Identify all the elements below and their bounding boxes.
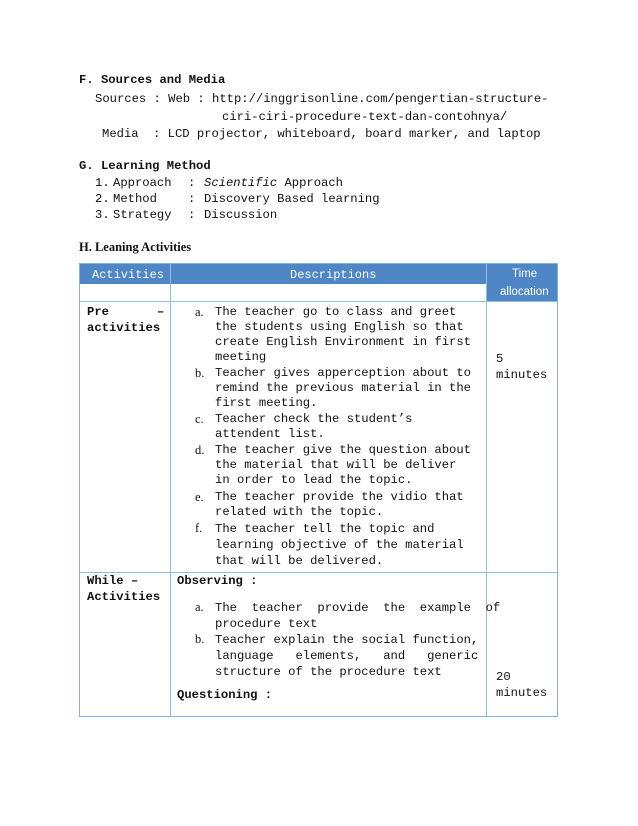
column-divider — [170, 264, 171, 716]
list-item-text: The teacher go to class and greet the students using English so that create English Environment in first meeting — [215, 305, 471, 364]
pre-activities-label-line2: activities — [87, 321, 161, 335]
list-item-text: The teacher tell the topic and learning objective of the material that will be delivered. — [215, 522, 464, 568]
list-marker: d. — [195, 443, 205, 457]
header-allocation: allocation — [500, 286, 549, 298]
activities-table — [79, 263, 558, 717]
observing-label: Observing : — [177, 574, 258, 588]
while-activities-time-value: 20 — [496, 670, 511, 684]
item-separator: : — [188, 208, 196, 222]
header-descriptions: Descriptions — [290, 268, 377, 282]
media-label: Media — [102, 127, 139, 141]
pre-activities-time-unit: minutes — [496, 368, 548, 382]
list-marker: c. — [195, 412, 204, 426]
item-number: 1. — [95, 176, 110, 190]
media-value: : LCD projector, whiteboard, board marker, and laptop — [153, 127, 541, 141]
section-h-heading: H. Leaning Activities — [79, 240, 192, 254]
sources-line-2: ciri-ciri-procedure-text-dan-contohnya/ — [222, 110, 508, 124]
row-divider — [80, 301, 557, 302]
sources-line-1: Sources : Web : http://inggrisonline.com/pengertian-structure- — [95, 92, 549, 106]
pre-activities-time-value: 5 — [496, 352, 504, 366]
list-item-text: The teacher give the question about the material that will be deliver in order to lead the topic. — [215, 443, 471, 487]
while-activities-label-line1: While – — [87, 574, 139, 588]
item-separator: : — [188, 192, 196, 206]
item-value-rest: Discovery Based learning — [204, 192, 380, 206]
questioning-label: Questioning : — [177, 688, 273, 702]
while-activities-time-unit: minutes — [496, 686, 548, 700]
pre-activities-label-word: Pre — [87, 305, 109, 319]
list-item-text: The teacher provide the vidio that related with the topic. — [215, 490, 464, 519]
list-item-text: Teacher explain the social function, language elements, and generic structure of the procedure text — [215, 633, 479, 679]
item-label: Approach — [113, 176, 172, 190]
list-marker: a. — [195, 305, 204, 319]
header-activities: Activities — [92, 268, 165, 282]
list-item-text: Teacher check the student’s attendent list. — [215, 412, 413, 441]
item-separator: : — [188, 176, 196, 190]
item-value — [204, 176, 343, 190]
item-number: 3. — [95, 208, 110, 222]
list-item-text: Teacher gives apperception about to remind the previous material in the first meeting. — [215, 366, 471, 410]
item-value-rest: Discussion — [204, 208, 278, 222]
item-label: Method — [113, 192, 157, 206]
section-g-heading: G. Learning Method — [79, 159, 211, 173]
list-marker: b. — [195, 366, 205, 380]
row-divider — [80, 572, 557, 573]
list-item-text: The teacher provide the example of procedure text — [215, 601, 501, 631]
section-f-heading: F. Sources and Media — [79, 73, 226, 87]
list-marker: f. — [195, 521, 203, 535]
list-marker: b. — [195, 632, 205, 646]
item-number: 2. — [95, 192, 110, 206]
item-label: Strategy — [113, 208, 172, 222]
item-value — [204, 208, 277, 222]
while-activities-label-line2: Activities — [87, 590, 161, 604]
header-time: Time — [512, 268, 538, 280]
column-divider — [486, 264, 487, 716]
item-value-italic: Scientific — [204, 176, 278, 190]
list-marker: a. — [195, 600, 204, 614]
list-marker: e. — [195, 490, 204, 504]
item-value — [204, 192, 380, 206]
pre-activities-dash: – — [157, 305, 165, 319]
item-value-rest: Approach — [277, 176, 343, 190]
